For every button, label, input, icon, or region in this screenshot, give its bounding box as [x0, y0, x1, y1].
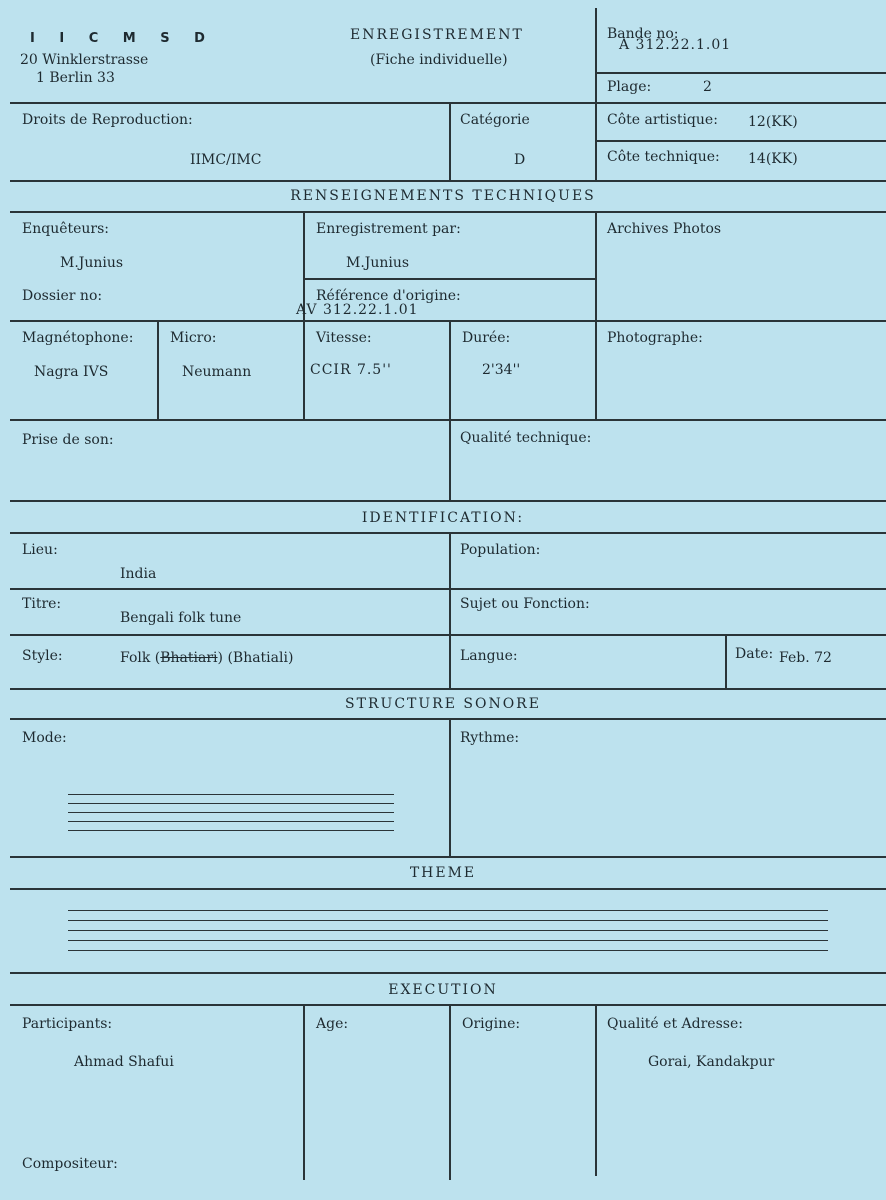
section-execution: EXECUTION — [388, 982, 498, 998]
titre-value: Bengali folk tune — [120, 610, 242, 626]
reference-value: AV 312.22.1.01 — [296, 302, 419, 318]
rule-ident-top — [10, 500, 886, 502]
bande-value: A 312.22.1.01 — [619, 37, 732, 53]
duree-value: 2'34'' — [482, 362, 521, 378]
titre-label: Titre: — [22, 596, 62, 612]
langue-label: Langue: — [460, 648, 518, 664]
rule-lieu-bottom — [10, 588, 886, 590]
qualite-adresse-label: Qualité et Adresse: — [607, 1016, 743, 1032]
section-technical: RENSEIGNEMENTS TECHNIQUES — [290, 188, 596, 204]
magnetophone-label: Magnétophone: — [22, 330, 134, 346]
lieu-label: Lieu: — [22, 542, 58, 558]
org-address-1: 20 Winklerstrasse — [20, 52, 149, 68]
vrule-micro — [157, 320, 159, 419]
org-address-2: 1 Berlin 33 — [36, 70, 115, 86]
participants-value: Ahmad Shafui — [74, 1054, 174, 1070]
vrule-exec-a — [303, 1004, 305, 1180]
rule-cote — [595, 140, 886, 142]
vrule-date — [725, 634, 727, 688]
rule-header-bottom — [10, 102, 886, 104]
cote-artistique-value: 12(KK) — [748, 114, 798, 130]
rule-execution-top — [10, 972, 886, 974]
vrule-categorie — [449, 102, 451, 180]
rythme-label: Rythme: — [460, 730, 520, 746]
mode-label: Mode: — [22, 730, 67, 746]
micro-value: Neumann — [182, 364, 252, 380]
archives-label: Archives Photos — [607, 221, 722, 237]
compositeur-label: Compositeur: — [22, 1156, 118, 1172]
bande-label: Bande no: — [607, 26, 679, 42]
magnetophone-value: Nagra IVS — [34, 364, 109, 380]
categorie-value: D — [514, 152, 526, 168]
plage-value: 2 — [703, 79, 712, 95]
plage-label: Plage: — [607, 79, 652, 95]
rule-tech-title — [10, 211, 886, 213]
org-logo: I I C M S D — [30, 31, 215, 46]
reference-label: Référence d'origine: — [316, 288, 461, 304]
rule-ident-title — [10, 532, 886, 534]
rule-equipment-bottom — [10, 419, 886, 421]
enregistrement-value: M.Junius — [346, 255, 410, 271]
form-subtitle: (Fiche individuelle) — [370, 52, 508, 68]
rule-theme-title — [10, 888, 886, 890]
vrule-header — [595, 8, 597, 180]
rule-rights-bottom — [10, 180, 886, 182]
lieu-value: India — [120, 566, 157, 582]
sujet-label: Sujet ou Fonction: — [460, 596, 590, 612]
theme-staff — [68, 910, 828, 952]
enqueteurs-value: M.Junius — [60, 255, 124, 271]
age-label: Age: — [316, 1016, 349, 1032]
vrule-tech-b — [595, 211, 597, 419]
section-theme: THEME — [409, 865, 477, 881]
rule-equipment-top — [10, 320, 886, 322]
style-value — [120, 650, 293, 666]
qualite-adresse-value: Gorai, Kandakpur — [648, 1054, 775, 1070]
categorie-label: Catégorie — [460, 112, 530, 128]
cote-technique-label: Côte technique: — [607, 149, 720, 165]
rule-structure-title — [10, 718, 886, 720]
enqueteurs-label: Enquêteurs: — [22, 221, 110, 237]
enregistrement-label: Enregistrement par: — [316, 221, 461, 237]
participants-label: Participants: — [22, 1016, 113, 1032]
rule-structure-top — [10, 688, 886, 690]
dossier-label: Dossier no: — [22, 288, 103, 304]
style-value-part2: ) (Bhatiali) — [217, 650, 294, 666]
vitesse-value: CCIR 7.5'' — [310, 362, 392, 378]
vrule-rythme — [449, 718, 451, 856]
qualite-technique-label: Qualité technique: — [460, 430, 592, 446]
origine-label: Origine: — [462, 1016, 521, 1032]
vrule-exec-b — [449, 1004, 451, 1180]
cote-technique-value: 14(KK) — [748, 151, 798, 167]
vitesse-label: Vitesse: — [316, 330, 372, 346]
date-label: Date: — [735, 646, 774, 662]
mode-staff — [68, 794, 394, 834]
micro-label: Micro: — [170, 330, 217, 346]
vrule-ident — [449, 532, 451, 688]
section-structure: STRUCTURE SONORE — [345, 696, 541, 712]
rule-theme-top — [10, 856, 886, 858]
rule-plage — [595, 72, 886, 74]
rule-titre-bottom — [10, 634, 886, 636]
date-value: Feb. 72 — [779, 650, 832, 666]
vrule-duree — [449, 320, 451, 419]
photographe-label: Photographe: — [607, 330, 703, 346]
rule-execution-title — [10, 1004, 886, 1006]
form-title: ENREGISTREMENT — [350, 27, 524, 43]
vrule-exec-c — [595, 1004, 597, 1176]
droits-value: IIMC/IMC — [190, 152, 262, 168]
style-value-part1: Folk ( — [120, 650, 161, 666]
prise-de-son-label: Prise de son: — [22, 432, 114, 448]
population-label: Population: — [460, 542, 541, 558]
cote-artistique-label: Côte artistique: — [607, 112, 718, 128]
rule-reference — [303, 278, 595, 280]
style-label: Style: — [22, 648, 63, 664]
droits-label: Droits de Reproduction: — [22, 112, 193, 128]
duree-label: Durée: — [462, 330, 511, 346]
vrule-qualite — [449, 419, 451, 500]
style-value-struck: Bhatiari — [160, 650, 218, 666]
section-identification: IDENTIFICATION: — [361, 510, 525, 526]
